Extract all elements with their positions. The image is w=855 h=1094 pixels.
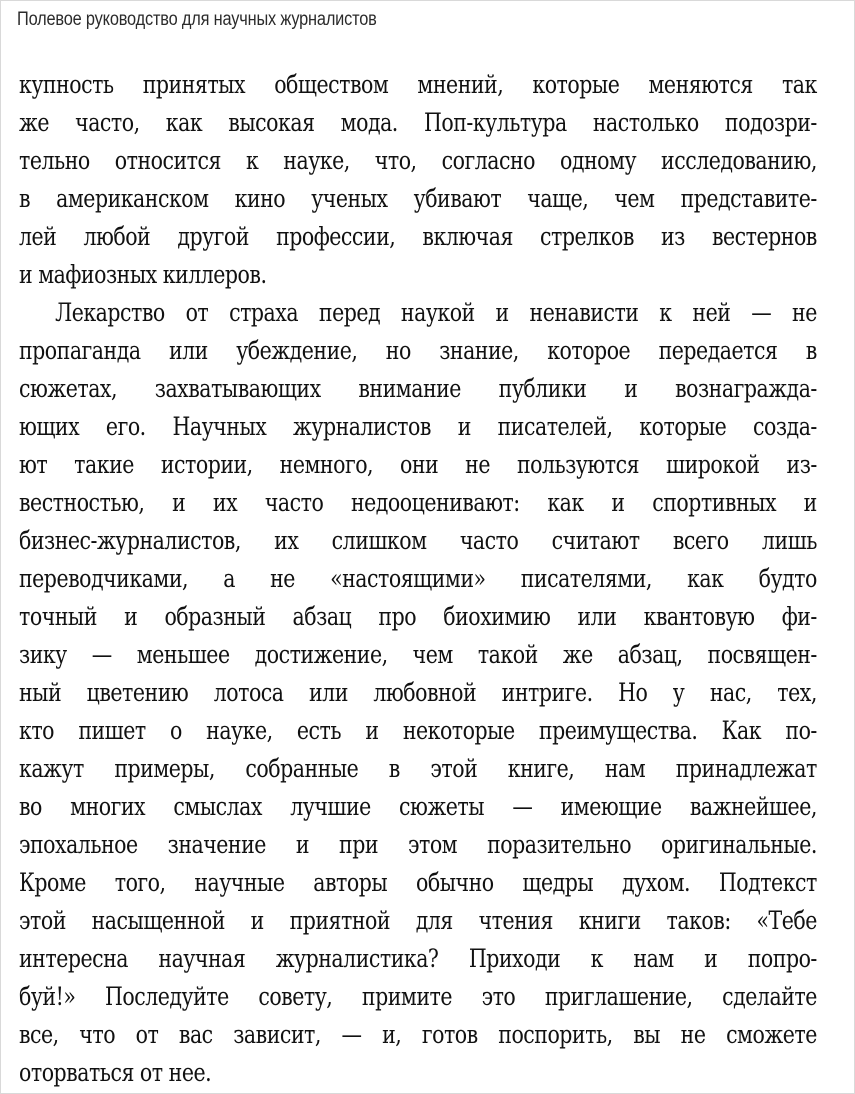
text-line: кто пишет о науке, есть и некоторые преимущества. Как по- — [19, 716, 817, 745]
text-line: тельно относится к науке, что, согласно одному исследованию, — [19, 146, 817, 175]
text-line: ют такие истории, немного, они не пользуются широкой из- — [19, 450, 817, 479]
text-line: ющих его. Научных журналистов и писателей, которые созда- — [19, 412, 817, 441]
text-line: лей любой другой профессии, включая стрелков из вестернов — [19, 222, 817, 251]
text-line: буй!» Последуйте совету, примите это приглашение, сделайте — [19, 982, 817, 1011]
text-line: же часто, как высокая мода. Поп-культура настолько подозри- — [19, 108, 817, 137]
text-line: зику — меньшее достижение, чем такой же абзац, посвящен- — [19, 640, 817, 669]
text-line: ный цветению лотоса или любовной интриге. Но у нас, тех, — [19, 678, 817, 707]
text-line: точный и образный абзац про биохимию или квантовую фи- — [19, 602, 817, 631]
paragraph-first-line: Лекарство от страха перед наукой и ненависти к ней — не — [55, 298, 817, 327]
text-line: все, что от вас зависит, — и, готов поспорить, вы не сможете — [19, 1020, 817, 1049]
text-line: бизнес-журналистов, их слишком часто считают всего лишь — [19, 526, 817, 555]
text-line: эпохальное значение и при этом поразительно оригинальные. — [19, 830, 817, 859]
running-header: Полевое руководство для научных журналистов — [17, 9, 377, 30]
text-line: этой насыщенной и приятной для чтения книги таков: «Тебе — [19, 906, 817, 935]
text-line: и мафиозных киллеров. — [19, 260, 267, 289]
body-text — [19, 66, 817, 1092]
text-line: интересна научная журналистика? Приходи к нам и попро- — [19, 944, 817, 973]
text-line: кажут примеры, собранные в этой книге, нам принадлежат — [19, 754, 817, 783]
text-line: купность принятых обществом мнений, которые меняются так — [19, 70, 817, 99]
text-line: оторваться от нее. — [19, 1058, 212, 1087]
text-line: сюжетах, захватывающих внимание публики и вознагражда- — [19, 374, 817, 403]
text-line: в американском кино ученых убивают чаще, чем представите- — [19, 184, 817, 213]
text-line: пропаганда или убеждение, но знание, которое передается в — [19, 336, 817, 365]
text-line: переводчиками, а не «настоящими» писателями, как будто — [19, 564, 817, 593]
text-line: во многих смыслах лучшие сюжеты — имеющие важнейшее, — [19, 792, 817, 821]
text-line: Кроме того, научные авторы обычно щедры духом. Подтекст — [19, 868, 817, 897]
text-line: вестностью, и их часто недооценивают: как и спортивных и — [19, 488, 817, 517]
